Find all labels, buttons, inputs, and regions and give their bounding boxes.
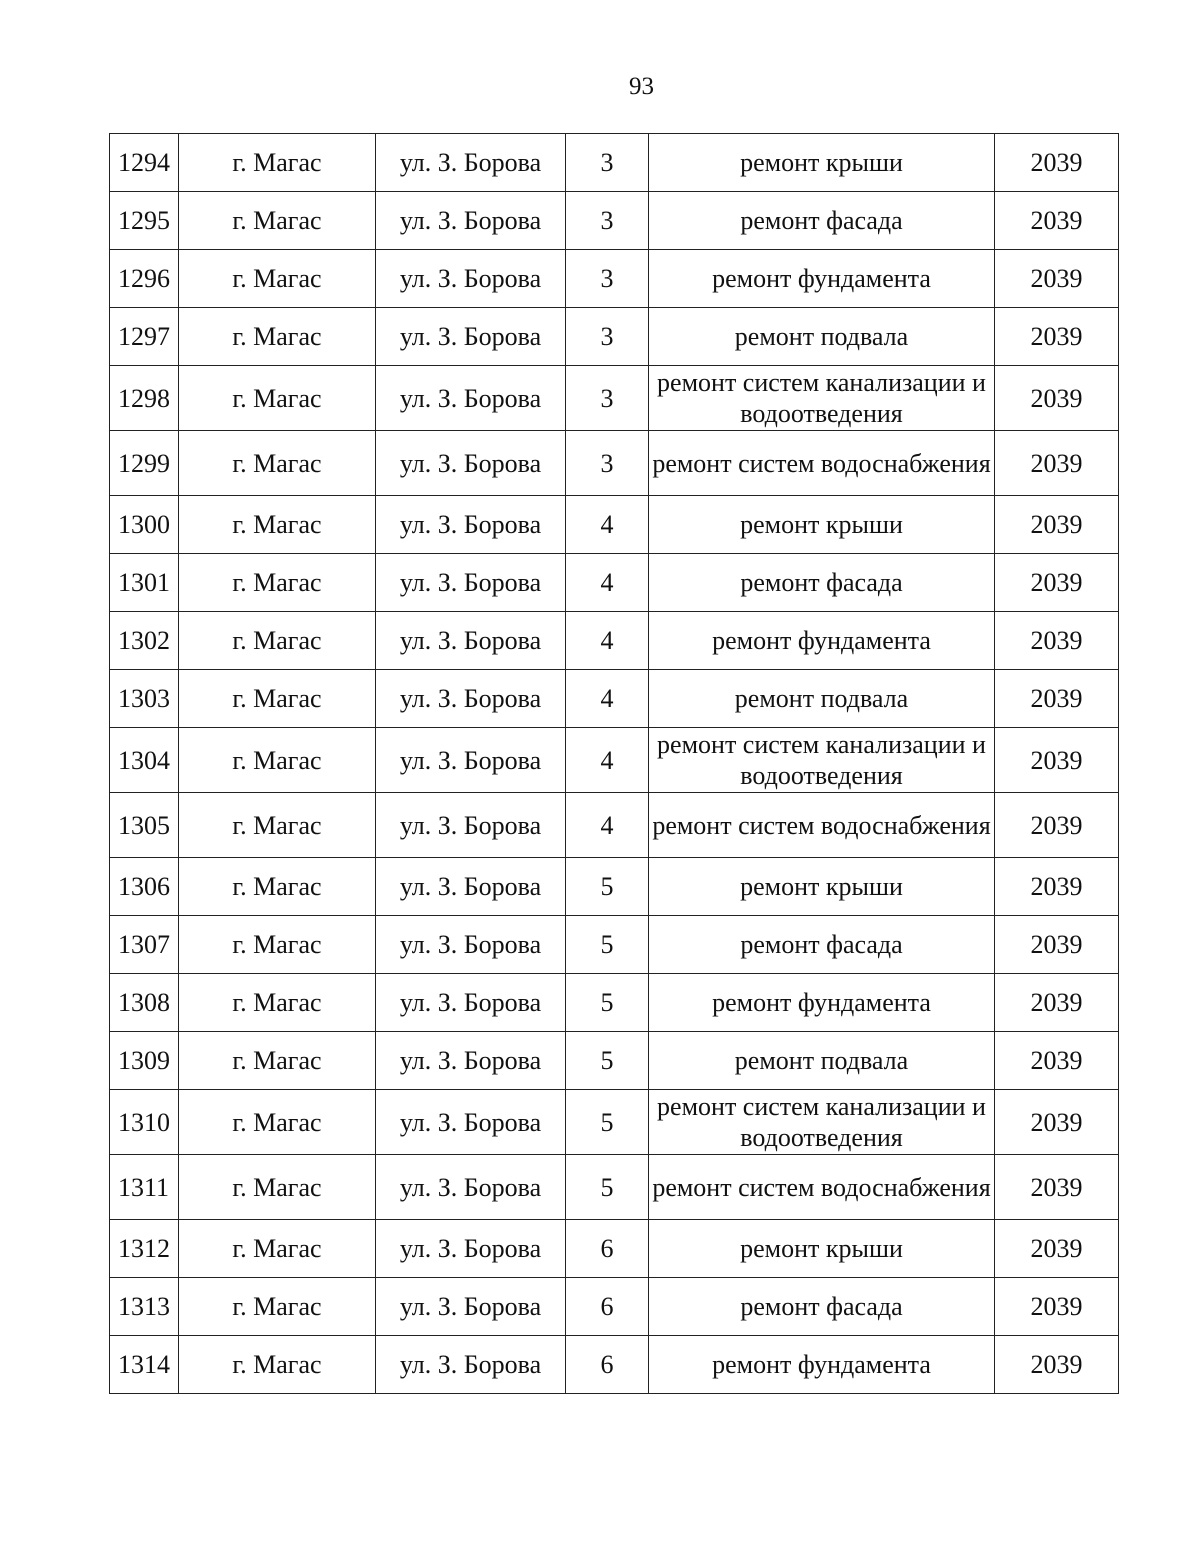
year-cell: 2039 [995, 366, 1119, 431]
house-number-cell: 3 [566, 308, 649, 366]
table-row [110, 793, 1119, 858]
table-row [110, 1278, 1119, 1336]
table-row [110, 1220, 1119, 1278]
street-cell: ул. З. Борова [376, 1220, 566, 1278]
row-number-cell: 1309 [110, 1032, 179, 1090]
city-cell: г. Магас [179, 554, 376, 612]
work-type-cell: ремонт фасада [649, 1278, 995, 1336]
street-cell: ул. З. Борова [376, 308, 566, 366]
repair-schedule-table [109, 133, 1119, 1394]
house-number-cell: 4 [566, 496, 649, 554]
year-cell: 2039 [995, 793, 1119, 858]
row-number-cell: 1311 [110, 1155, 179, 1220]
year-cell: 2039 [995, 1032, 1119, 1090]
work-type-cell: ремонт фасада [649, 554, 995, 612]
work-type-cell: ремонт фундамента [649, 612, 995, 670]
year-cell: 2039 [995, 192, 1119, 250]
work-type-cell: ремонт систем водоснабжения [649, 1155, 995, 1220]
city-cell: г. Магас [179, 192, 376, 250]
work-type-cell: ремонт подвала [649, 308, 995, 366]
house-number-cell: 5 [566, 858, 649, 916]
city-cell: г. Магас [179, 1278, 376, 1336]
house-number-cell: 6 [566, 1220, 649, 1278]
work-type-cell: ремонт систем канализации и водоотведения [649, 366, 995, 431]
year-cell: 2039 [995, 496, 1119, 554]
row-number-cell: 1313 [110, 1278, 179, 1336]
street-cell: ул. З. Борова [376, 670, 566, 728]
city-cell: г. Магас [179, 308, 376, 366]
house-number-cell: 3 [566, 192, 649, 250]
street-cell: ул. З. Борова [376, 728, 566, 793]
year-cell: 2039 [995, 1220, 1119, 1278]
city-cell: г. Магас [179, 366, 376, 431]
work-type-cell: ремонт фасада [649, 916, 995, 974]
year-cell: 2039 [995, 670, 1119, 728]
city-cell: г. Магас [179, 1090, 376, 1155]
street-cell: ул. З. Борова [376, 612, 566, 670]
table-row [110, 728, 1119, 793]
row-number-cell: 1306 [110, 858, 179, 916]
work-type-cell: ремонт крыши [649, 1220, 995, 1278]
year-cell: 2039 [995, 1155, 1119, 1220]
year-cell: 2039 [995, 858, 1119, 916]
work-type-cell: ремонт крыши [649, 496, 995, 554]
street-cell: ул. З. Борова [376, 554, 566, 612]
table-row [110, 134, 1119, 192]
work-type-cell: ремонт подвала [649, 1032, 995, 1090]
row-number-cell: 1302 [110, 612, 179, 670]
work-type-cell: ремонт фундамента [649, 250, 995, 308]
street-cell: ул. З. Борова [376, 134, 566, 192]
year-cell: 2039 [995, 728, 1119, 793]
work-type-cell: ремонт фундамента [649, 1336, 995, 1394]
table-row [110, 670, 1119, 728]
year-cell: 2039 [995, 250, 1119, 308]
table-row [110, 1155, 1119, 1220]
city-cell: г. Магас [179, 1155, 376, 1220]
year-cell: 2039 [995, 1336, 1119, 1394]
street-cell: ул. З. Борова [376, 1032, 566, 1090]
row-number-cell: 1310 [110, 1090, 179, 1155]
city-cell: г. Магас [179, 1336, 376, 1394]
street-cell: ул. З. Борова [376, 858, 566, 916]
table-row [110, 974, 1119, 1032]
row-number-cell: 1296 [110, 250, 179, 308]
city-cell: г. Магас [179, 134, 376, 192]
row-number-cell: 1297 [110, 308, 179, 366]
table-row [110, 192, 1119, 250]
city-cell: г. Магас [179, 1220, 376, 1278]
house-number-cell: 5 [566, 974, 649, 1032]
year-cell: 2039 [995, 1278, 1119, 1336]
house-number-cell: 5 [566, 1155, 649, 1220]
city-cell: г. Магас [179, 858, 376, 916]
work-type-cell: ремонт фундамента [649, 974, 995, 1032]
table-body [110, 134, 1119, 1394]
row-number-cell: 1307 [110, 916, 179, 974]
house-number-cell: 3 [566, 250, 649, 308]
year-cell: 2039 [995, 974, 1119, 1032]
work-type-cell: ремонт крыши [649, 134, 995, 192]
table-row [110, 858, 1119, 916]
table-row [110, 250, 1119, 308]
page-number: 93 [629, 73, 654, 100]
city-cell: г. Магас [179, 793, 376, 858]
table-row [110, 612, 1119, 670]
city-cell: г. Магас [179, 974, 376, 1032]
house-number-cell: 5 [566, 1090, 649, 1155]
work-type-cell: ремонт подвала [649, 670, 995, 728]
table-row [110, 1090, 1119, 1155]
street-cell: ул. З. Борова [376, 192, 566, 250]
year-cell: 2039 [995, 554, 1119, 612]
city-cell: г. Магас [179, 916, 376, 974]
row-number-cell: 1301 [110, 554, 179, 612]
house-number-cell: 4 [566, 793, 649, 858]
street-cell: ул. З. Борова [376, 366, 566, 431]
table-row [110, 308, 1119, 366]
city-cell: г. Магас [179, 612, 376, 670]
work-type-cell: ремонт систем канализации и водоотведения [649, 1090, 995, 1155]
table-row [110, 554, 1119, 612]
year-cell: 2039 [995, 134, 1119, 192]
house-number-cell: 5 [566, 1032, 649, 1090]
work-type-cell: ремонт крыши [649, 858, 995, 916]
city-cell: г. Магас [179, 431, 376, 496]
house-number-cell: 3 [566, 134, 649, 192]
city-cell: г. Магас [179, 1032, 376, 1090]
row-number-cell: 1305 [110, 793, 179, 858]
house-number-cell: 5 [566, 916, 649, 974]
city-cell: г. Магас [179, 728, 376, 793]
work-type-cell: ремонт систем канализации и водоотведения [649, 728, 995, 793]
street-cell: ул. З. Борова [376, 974, 566, 1032]
table-row [110, 1336, 1119, 1394]
row-number-cell: 1312 [110, 1220, 179, 1278]
street-cell: ул. З. Борова [376, 496, 566, 554]
city-cell: г. Магас [179, 496, 376, 554]
table-row [110, 916, 1119, 974]
house-number-cell: 4 [566, 670, 649, 728]
street-cell: ул. З. Борова [376, 1155, 566, 1220]
year-cell: 2039 [995, 431, 1119, 496]
year-cell: 2039 [995, 1090, 1119, 1155]
row-number-cell: 1295 [110, 192, 179, 250]
row-number-cell: 1314 [110, 1336, 179, 1394]
year-cell: 2039 [995, 612, 1119, 670]
row-number-cell: 1304 [110, 728, 179, 793]
city-cell: г. Магас [179, 250, 376, 308]
year-cell: 2039 [995, 916, 1119, 974]
row-number-cell: 1298 [110, 366, 179, 431]
row-number-cell: 1303 [110, 670, 179, 728]
house-number-cell: 4 [566, 554, 649, 612]
house-number-cell: 4 [566, 612, 649, 670]
street-cell: ул. З. Борова [376, 250, 566, 308]
work-type-cell: ремонт фасада [649, 192, 995, 250]
house-number-cell: 3 [566, 366, 649, 431]
house-number-cell: 6 [566, 1336, 649, 1394]
street-cell: ул. З. Борова [376, 1336, 566, 1394]
house-number-cell: 3 [566, 431, 649, 496]
table-row [110, 1032, 1119, 1090]
year-cell: 2039 [995, 308, 1119, 366]
row-number-cell: 1300 [110, 496, 179, 554]
table-row [110, 366, 1119, 431]
house-number-cell: 4 [566, 728, 649, 793]
street-cell: ул. З. Борова [376, 793, 566, 858]
table-row [110, 496, 1119, 554]
street-cell: ул. З. Борова [376, 1278, 566, 1336]
street-cell: ул. З. Борова [376, 1090, 566, 1155]
work-type-cell: ремонт систем водоснабжения [649, 793, 995, 858]
row-number-cell: 1299 [110, 431, 179, 496]
house-number-cell: 6 [566, 1278, 649, 1336]
street-cell: ул. З. Борова [376, 431, 566, 496]
row-number-cell: 1308 [110, 974, 179, 1032]
city-cell: г. Магас [179, 670, 376, 728]
work-type-cell: ремонт систем водоснабжения [649, 431, 995, 496]
table-row [110, 431, 1119, 496]
street-cell: ул. З. Борова [376, 916, 566, 974]
row-number-cell: 1294 [110, 134, 179, 192]
